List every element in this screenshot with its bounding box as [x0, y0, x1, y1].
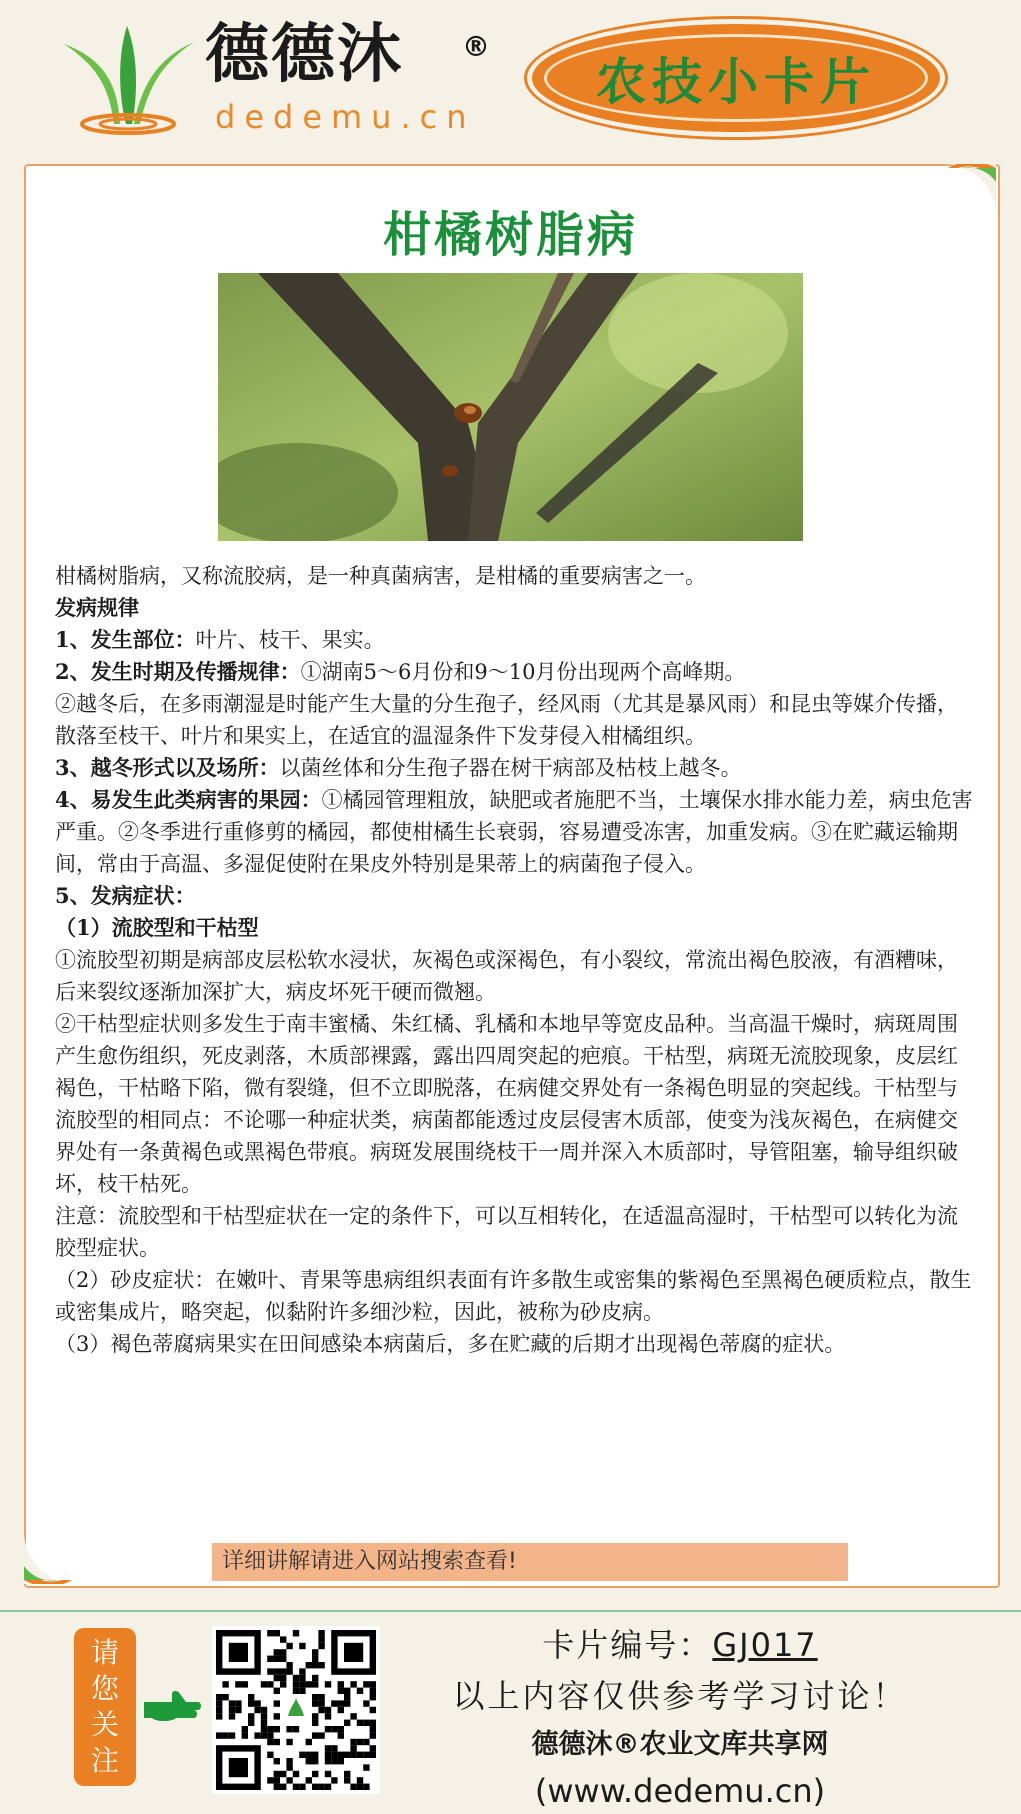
paragraph-text: （1）流胶型和干枯型 — [55, 915, 259, 940]
brand-url[interactable]: dedemu.cn — [215, 98, 476, 136]
page-title: 柑橘树脂病 — [382, 207, 638, 263]
brand-name: 德德沐 — [205, 18, 403, 92]
article-paragraph — [55, 912, 975, 944]
card-type-badge-label: 农技小卡片 — [544, 34, 928, 122]
divider — [0, 1610, 1021, 1612]
qr-code-icon[interactable] — [212, 1626, 380, 1794]
article-body — [55, 560, 975, 1360]
card-type-badge — [532, 24, 940, 132]
disclaimer: 以上内容仅供参考学习讨论！ — [452, 1677, 908, 1715]
paragraph-text: 以菌丝体和分生孢子器在树干病部及枯枝上越冬。 — [279, 756, 742, 780]
paragraph-label: 4、易发生此类病害的果园： — [55, 787, 322, 812]
site-url[interactable]: (www.dedemu.cn) — [534, 1772, 826, 1810]
follow-char: 请 — [90, 1636, 119, 1669]
follow-char: 注 — [90, 1744, 119, 1777]
brand-registered-mark: ® — [462, 30, 490, 63]
card-info — [400, 1620, 960, 1814]
paragraph-text: （3）褐色蒂腐病果实在田间感染本病菌后，多在贮藏的后期才出现褐色蒂腐的症状。 — [55, 1332, 846, 1356]
article-paragraph — [55, 944, 975, 1008]
paragraph-text: ②干枯型症状则多发生于南丰蜜橘、朱红橘、乳橘和本地早等宽皮品种。当高温干燥时，病斑周围产生愈伤组织，死皮剥落，木质部裸露，露出四周突起的疤痕。干枯型，病斑无流胶现象，皮层红褐色，干枯略下陷，微有裂缝，但不立即脱落，在病健交界处有一条褐色明显的突起线。干枯型与流胶型的相同点：不论哪一种症状类，病菌都能透过皮层侵害木质部，使变为浅灰褐色，在病健交界处有一条黄褐色或黑褐色带痕。病斑发展围绕枝干一周并深入木质部时，导管阻塞，输导组织破坏，枝干枯死。 — [55, 1012, 958, 1196]
paragraph-text: ①湖南5～6月份和9～10月份出现两个高峰期。 — [300, 660, 746, 684]
paragraph-label: 3、越冬形式以及场所： — [55, 755, 280, 780]
see-more-note: 详细讲解请进入网站搜索查看! — [212, 1543, 848, 1581]
paragraph-label: 1、发生部位： — [55, 627, 196, 652]
paragraph-text: ①流胶型初期是病部皮层松软水浸状，灰褐色或深褐色，有小裂纹，常流出褐色胶液，有酒糟味，后来裂纹逐渐加深扩大，病皮坏死干硬而微翘。 — [55, 948, 958, 1004]
follow-char: 关 — [90, 1708, 119, 1741]
article-paragraph — [55, 752, 975, 784]
paragraph-label: 2、发生时期及传播规律： — [55, 659, 301, 684]
paragraph-text: 注意：流胶型和干枯型症状在一定的条件下，可以互相转化，在适温高湿时，干枯型可以转化为流胶型症状。 — [55, 1204, 958, 1260]
article-paragraph — [55, 1264, 975, 1328]
paragraph-text: ②越冬后，在多雨潮湿是时能产生大量的分生孢子，经风雨（尤其是暴风雨）和昆虫等媒介传播，散落至枝干、叶片和果实上，在适宜的温湿条件下发芽侵入柑橘组织。 — [55, 692, 958, 748]
card-number-label: 卡片编号： — [542, 1626, 713, 1664]
card-number: GJ017 — [712, 1626, 818, 1664]
pointing-hand-icon — [142, 1688, 202, 1724]
paragraph-text: 叶片、枝干、果实。 — [195, 628, 385, 652]
follow-char: 您 — [90, 1672, 119, 1705]
article-paragraph — [55, 1328, 975, 1360]
follow-us-tag — [74, 1628, 136, 1786]
article-paragraph — [55, 1008, 975, 1200]
article-paragraph — [55, 688, 975, 752]
article-paragraph — [55, 560, 975, 592]
article-paragraph — [55, 592, 975, 624]
dedemu-logo-icon — [54, 24, 204, 136]
citrus-branch-photo — [218, 273, 803, 541]
article-paragraph — [55, 1200, 975, 1264]
site-name: 德德沐®农业文库共享网 — [531, 1729, 829, 1760]
article-paragraph — [55, 624, 975, 656]
article-paragraph — [55, 656, 975, 688]
paragraph-text: 5、发病症状： — [55, 883, 196, 908]
article-paragraph — [55, 784, 975, 880]
paragraph-text: 柑橘树脂病，又称流胶病，是一种真菌病害，是柑橘的重要病害之一。 — [55, 564, 706, 588]
paragraph-text: （2）砂皮症状：在嫩叶、青果等患病组织表面有许多散生或密集的紫褐色至黑褐色硬质粒点，散生或密集成片，略突起，似黏附许多细沙粒，因此，被称为砂皮病。 — [55, 1268, 972, 1324]
corner-decoration-icon — [24, 1532, 76, 1584]
article-paragraph — [55, 880, 975, 912]
paragraph-text: 发病规律 — [55, 595, 139, 620]
paragraph-text: ①橘园管理粗放，缺肥或者施肥不当，土壤保水排水能力差，病虫危害严重。②冬季进行重修剪的橘园，都使柑橘生长衰弱，容易遭受冻害，加重发病。③在贮藏运输期间，常由于高温、多湿促使附在果皮外特别是果蒂上的病菌孢子侵入。 — [55, 788, 973, 876]
